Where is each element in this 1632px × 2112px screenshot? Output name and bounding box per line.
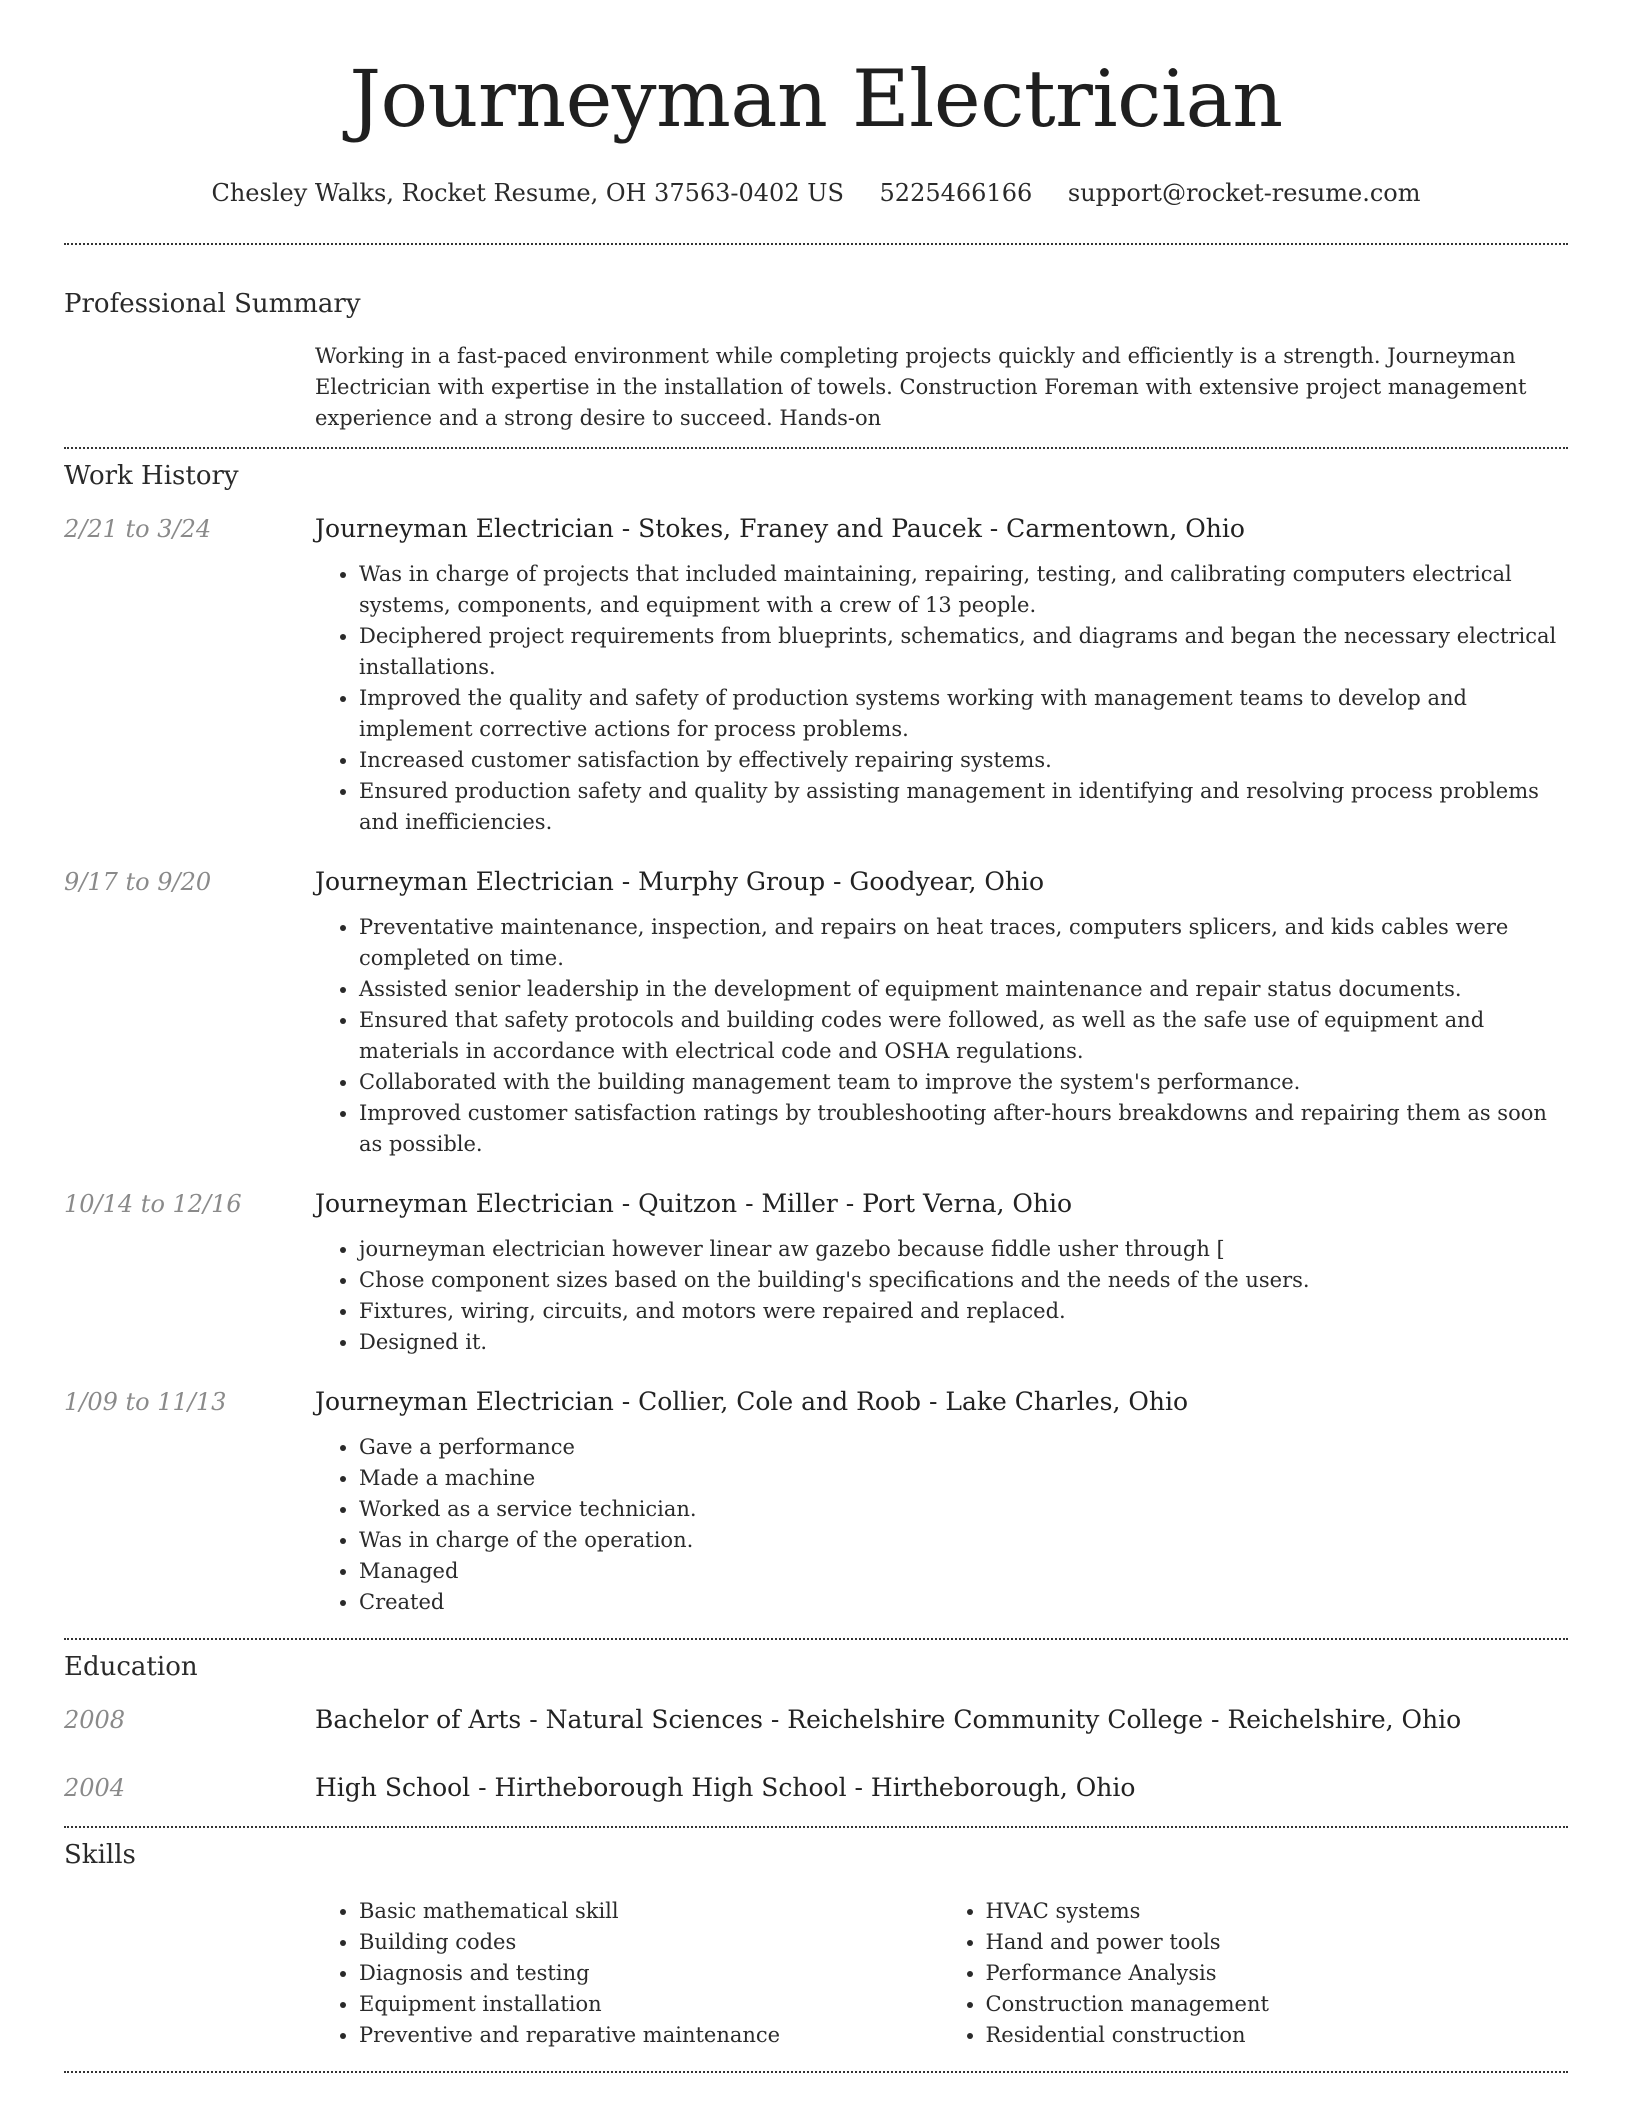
- list-item: • Increased customer satisfaction by effectively repairing systems.: [359, 745, 1568, 776]
- work-history-heading: Work History: [64, 461, 239, 491]
- education-heading: Education: [64, 1652, 198, 1682]
- list-item: • Managed: [359, 1556, 1568, 1587]
- list-item: • Gave a performance: [359, 1432, 1568, 1463]
- job-dates: 1/09 to 11/13: [64, 1388, 227, 1416]
- list-item: • Preventative maintenance, inspection, and repairs on heat traces, computers splicers, and kids cables were completed on time.: [359, 912, 1568, 974]
- skills-heading: Skills: [64, 1840, 136, 1870]
- skill-item: • Hand and power tools: [986, 1927, 1569, 1958]
- page-title: Journeyman Electrician: [349, 53, 1283, 145]
- job-dates: 10/14 to 12/16: [64, 1190, 242, 1218]
- contact-email: support@rocket-resume.com: [1067, 179, 1421, 207]
- list-item: • Improved customer satisfaction ratings by troubleshooting after-hours breakdowns and repairing them as soon as possible.: [359, 1098, 1568, 1160]
- skill-item: • Basic mathematical skill: [359, 1896, 942, 1927]
- list-item: • Collaborated with the building management team to improve the system's performance.: [359, 1067, 1568, 1098]
- job-title: Journeyman Electrician - Quitzon - Miller - Port Verna, Ohio: [315, 1189, 1073, 1218]
- skill-item: • Diagnosis and testing: [359, 1958, 942, 1989]
- education-text: Bachelor of Arts - Natural Sciences - Reichelshire Community College - Reichelshire, Ohio: [315, 1705, 1462, 1734]
- list-item: • Assisted senior leadership in the development of equipment maintenance and repair status documents.: [359, 974, 1568, 1005]
- skills-list: [315, 1896, 1568, 2051]
- skill-item: • Residential construction: [986, 2020, 1569, 2051]
- job-bullets: [315, 1234, 1568, 1358]
- education-entry: [64, 1704, 1568, 1736]
- section-divider: [64, 447, 1568, 449]
- skill-item: • Performance Analysis: [986, 1958, 1569, 1989]
- list-item: • Was in charge of the operation.: [359, 1525, 1568, 1556]
- job-title: Journeyman Electrician - Collier, Cole and Roob - Lake Charles, Ohio: [315, 1387, 1189, 1416]
- list-item: • Made a machine: [359, 1463, 1568, 1494]
- list-item: • Ensured that safety protocols and building codes were followed, as well as the safe use of equipment and materials in accordance with electrical code and OSHA regulations.: [359, 1005, 1568, 1067]
- job-body: [315, 866, 1568, 1160]
- job-title: Journeyman Electrician - Murphy Group - Goodyear, Ohio: [315, 867, 1045, 896]
- job-dates: 9/17 to 9/20: [64, 868, 212, 896]
- job-entry: [64, 1386, 1568, 1618]
- list-item: • Worked as a service technician.: [359, 1494, 1568, 1525]
- skill-item: • Preventive and reparative maintenance: [359, 2020, 942, 2051]
- list-item: • Was in charge of projects that included maintaining, repairing, testing, and calibrating computers electrical systems, components, and equipment with a crew of 13 people.: [359, 559, 1568, 621]
- job-body: [315, 1188, 1568, 1358]
- job-body: [315, 513, 1568, 838]
- list-item: • Chose component sizes based on the building's specifications and the needs of the users.: [359, 1265, 1568, 1296]
- list-item: • Fixtures, wiring, circuits, and motors were repaired and replaced.: [359, 1296, 1568, 1327]
- list-item: • journeyman electrician however linear aw gazebo because fiddle usher through [: [359, 1234, 1568, 1265]
- contact-line: [64, 179, 1568, 207]
- section-divider: [64, 1638, 1568, 1640]
- contact-address: Chesley Walks, Rocket Resume, OH 37563-0402 US: [211, 179, 844, 207]
- section-divider: [64, 2071, 1568, 2073]
- job-entry: [64, 1188, 1568, 1358]
- job-bullets: [315, 559, 1568, 838]
- job-entry: [64, 866, 1568, 1160]
- summary-heading: Professional Summary: [64, 289, 361, 319]
- summary-text: Working in a fast-paced environment while completing projects quickly and efficiently is a strength. Journeyman Electrician with expertise in the installation of towels. Construction Foreman with extensive project management experience and a strong desire to succeed. Hands-on: [315, 344, 1527, 430]
- skills-column-right: [942, 1896, 1569, 2051]
- list-item: • Deciphered project requirements from blueprints, schematics, and diagrams and began the necessary electrical installations.: [359, 621, 1568, 683]
- list-item: • Ensured production safety and quality by assisting management in identifying and resolving process problems and inefficiencies.: [359, 776, 1568, 838]
- job-entry: [64, 513, 1568, 838]
- job-dates: 2/21 to 3/24: [64, 515, 212, 543]
- education-year: 2008: [64, 1706, 126, 1734]
- skills-column-left: [315, 1896, 942, 2051]
- education-text: High School - Hirtheborough High School - Hirtheborough, Ohio: [315, 1773, 1136, 1802]
- job-title: Journeyman Electrician - Stokes, Franey and Paucek - Carmentown, Ohio: [315, 514, 1245, 543]
- job-bullets: [315, 1432, 1568, 1618]
- job-body: [315, 1386, 1568, 1618]
- section-divider: [64, 1826, 1568, 1828]
- skill-item: • Building codes: [359, 1927, 942, 1958]
- skill-item: • HVAC systems: [986, 1896, 1569, 1927]
- list-item: • Improved the quality and safety of production systems working with management teams to develop and implement corrective actions for process problems.: [359, 683, 1568, 745]
- job-bullets: [315, 912, 1568, 1160]
- skill-item: • Construction management: [986, 1989, 1569, 2020]
- education-entry: [64, 1772, 1568, 1804]
- contact-phone: 5225466166: [879, 179, 1033, 207]
- education-year: 2004: [64, 1774, 126, 1802]
- section-divider: [64, 243, 1568, 245]
- list-item: • Created: [359, 1587, 1568, 1618]
- skill-item: • Equipment installation: [359, 1989, 942, 2020]
- list-item: • Designed it.: [359, 1327, 1568, 1358]
